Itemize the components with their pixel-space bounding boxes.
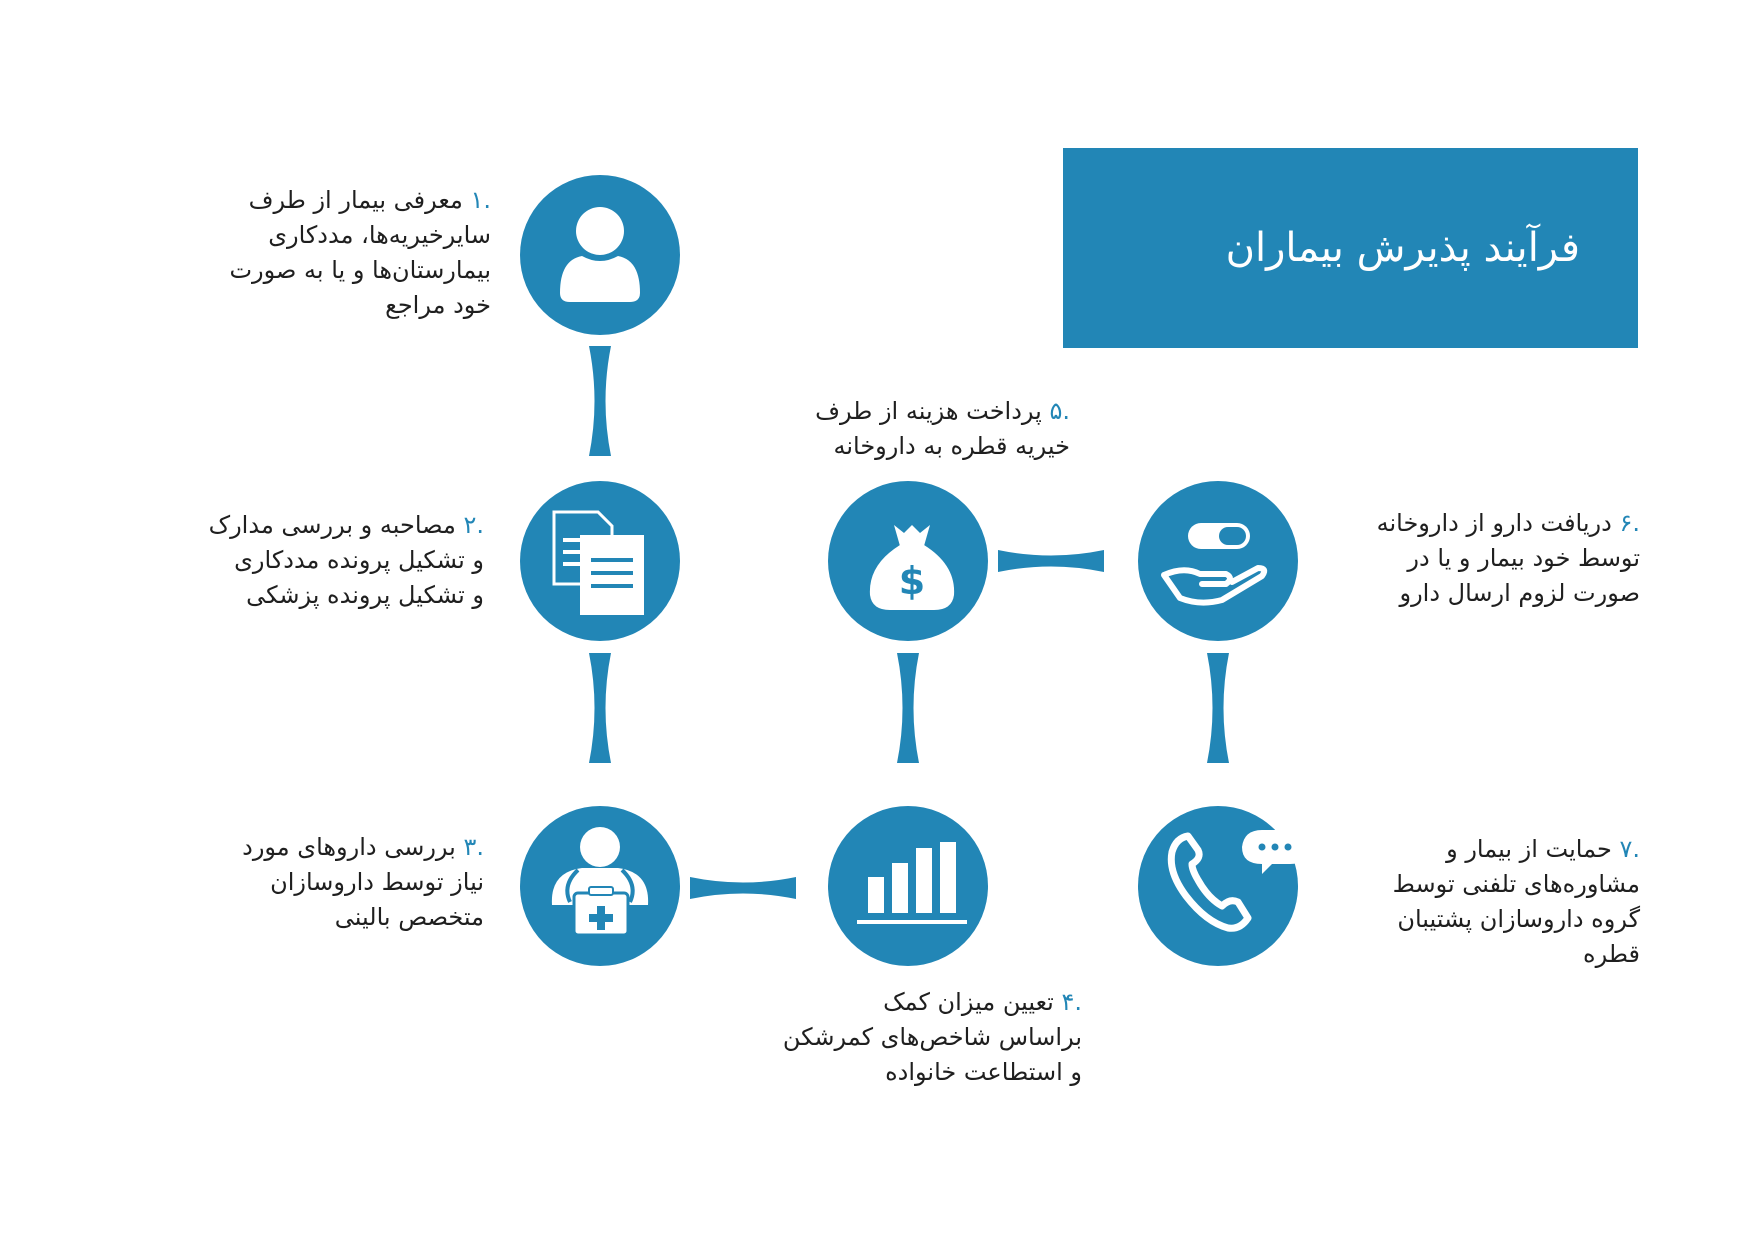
step-7-line-4: قطره bbox=[1583, 940, 1640, 968]
step-5-text bbox=[740, 394, 1070, 464]
step-4-text bbox=[752, 985, 1082, 1090]
svg-text:$: $ bbox=[898, 559, 926, 603]
step-2-line-3: و تشکیل پرونده پزشکی bbox=[246, 581, 484, 609]
step-1-line-4: خود مراجع bbox=[385, 291, 491, 319]
step-1-line-3: بیمارستان‌ها و یا به صورت bbox=[229, 256, 491, 284]
step-7-text bbox=[1310, 832, 1640, 972]
step-3-line-1: بررسی داروهای مورد bbox=[242, 833, 456, 861]
step-number: .۳ bbox=[463, 833, 484, 861]
step-3-text bbox=[164, 830, 484, 935]
connector-4-5 bbox=[897, 653, 919, 763]
title-banner bbox=[1063, 148, 1638, 348]
step-5-line-1: پرداخت هزینه از طرف bbox=[815, 397, 1042, 425]
step-2-text bbox=[164, 508, 484, 613]
connector-5-6 bbox=[998, 550, 1104, 572]
step-7-line-2: مشاوره‌های تلفنی توسط bbox=[1392, 870, 1640, 898]
step-4-line-1: تعیین میزان کمک bbox=[883, 988, 1054, 1016]
step-number: .۴ bbox=[1061, 988, 1082, 1016]
step-1-line-2: سایرخیریه‌ها، مددکاری bbox=[268, 221, 491, 249]
step-1-line-1: معرفی بیمار از طرف bbox=[248, 186, 463, 214]
step-7-line-1: حمایت از بیمار و bbox=[1446, 835, 1612, 863]
step-1-text bbox=[171, 183, 491, 323]
step-2-line-1: مصاحبه و بررسی مدارک bbox=[208, 511, 456, 539]
connector-6-7 bbox=[1207, 653, 1229, 763]
step-6-line-3: صورت لزوم ارسال دارو bbox=[1399, 579, 1640, 607]
step-line bbox=[164, 508, 484, 543]
connector-3-4 bbox=[690, 877, 796, 899]
step-number: .۶ bbox=[1619, 509, 1640, 537]
step-line bbox=[1310, 506, 1640, 541]
step-3-line-2: نیاز توسط داروسازان bbox=[270, 868, 484, 896]
step-number: .۵ bbox=[1049, 397, 1070, 425]
step-3-line-3: متخصص بالینی bbox=[334, 903, 484, 931]
connector-1-2 bbox=[589, 346, 611, 456]
step-line bbox=[1310, 832, 1640, 867]
step-line bbox=[171, 183, 491, 218]
step-number: .۱ bbox=[470, 186, 491, 214]
step-7-line-3: گروه داروسازان پشتیبان bbox=[1397, 905, 1640, 933]
step-6-line-2: توسط خود بیمار و یا در bbox=[1407, 544, 1640, 572]
step-5-line-2: خیریه قطره به داروخانه bbox=[833, 432, 1070, 460]
connector-2-3 bbox=[589, 653, 611, 763]
page-title: فرآیند پذیرش بیماران bbox=[1225, 225, 1580, 271]
step-6-circle bbox=[1138, 481, 1298, 641]
step-6-text bbox=[1310, 506, 1640, 611]
step-4-line-3: و استطاعت خانواده bbox=[885, 1058, 1082, 1086]
step-line bbox=[164, 830, 484, 865]
step-6-line-1: دریافت دارو از داروخانه bbox=[1376, 509, 1612, 537]
step-number: .۷ bbox=[1619, 835, 1640, 863]
step-line bbox=[752, 985, 1082, 1020]
step-4-line-2: براساس شاخص‌های کمرشکن bbox=[782, 1023, 1082, 1051]
step-line bbox=[740, 394, 1070, 429]
step-2-line-2: و تشکیل پرونده مددکاری bbox=[234, 546, 484, 574]
step-number: .۲ bbox=[463, 511, 484, 539]
